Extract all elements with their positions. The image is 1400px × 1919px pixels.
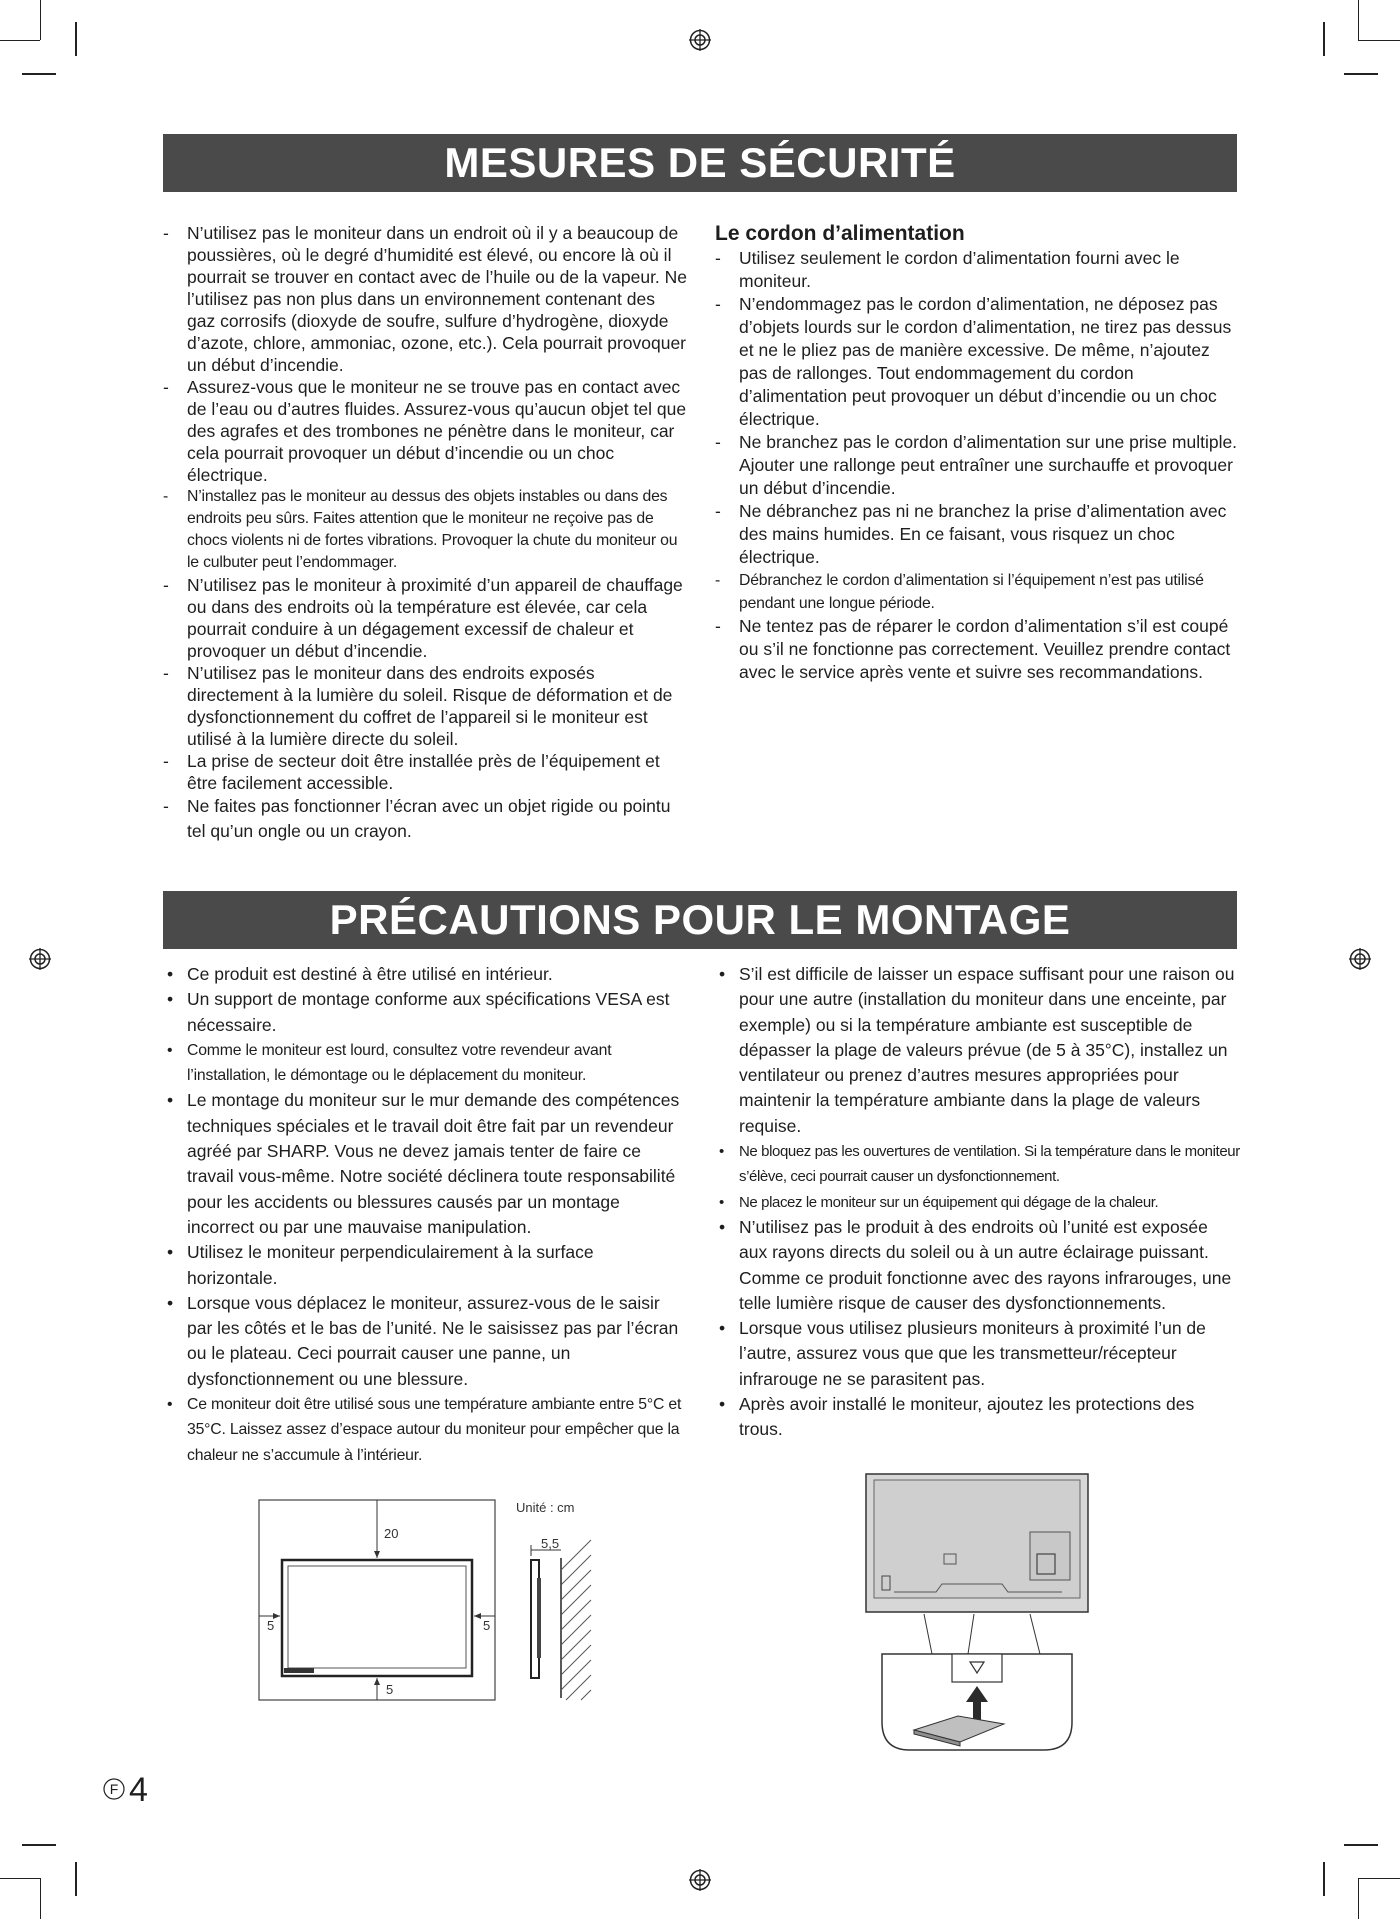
list-item: • Lorsque vous déplacez le moniteur, assurez-vous de le saisir par les côtés et le bas de l’unité. Ne le saisissez pas par l’écran ou le plateau. Ceci pourrait causer une panne, un dysfonctionnement ou une blessure. — [163, 1291, 688, 1392]
list-item: - La prise de secteur doit être installée près de l’équipement et être facilement accessible. — [163, 750, 688, 794]
list-item: • Ne placez le moniteur sur un équipement qui dégage de la chaleur. — [715, 1190, 1240, 1215]
language-mark: F — [109, 1781, 119, 1797]
list-item: - N’installez pas le moniteur au dessus des objets instables ou dans des endroits peu sûrs. Faites attention que le moniteur ne reçoive pas de chocs violents ni de fortes vibrations. Provoquer la chute du moniteur ou le culbuter peut l’endommager. — [163, 486, 688, 574]
list-item: • Lorsque vous utilisez plusieurs moniteurs à proximité l’un de l’autre, assurez vous que que les transmetteur/récepteur infrarouge ne se parasitent pas. — [715, 1316, 1240, 1392]
list-item: • N’utilisez pas le produit à des endroits où l’unité est exposée aux rayons directs du soleil ou à un autre éclairage puissant. Comme ce produit fonctionne avec des rayons infrarouges, une telle lumière risque de causer des dysfonctionnements. — [715, 1215, 1240, 1316]
gap-depth-label: 5,5 — [541, 1536, 560, 1551]
unit-label: Unité : cm — [516, 1500, 575, 1515]
crop-mark — [1358, 40, 1400, 41]
list-item: • Le montage du moniteur sur le mur demande des compétences techniques spéciales et le travail doit être fait par un revendeur agréé par SHARP. Vous ne devez jamais tenter de faire ce travail vous-même. Notre société déclinera toute responsabilité pour les accidents ou blessures causés par un montage incorrect ou par une mauvaise manipulation. — [163, 1088, 688, 1240]
list-item: - Ne tentez pas de réparer le cordon d’alimentation s’il est coupé ou s’il ne fonctionne pas correctement. Veuillez prendre contact avec le service après vente et suivre ses recommandations. — [715, 615, 1240, 684]
crop-mark — [1344, 1844, 1378, 1846]
clearance-diagram — [258, 1498, 598, 1703]
registration-mark-icon — [689, 1869, 711, 1891]
registration-mark-icon — [29, 948, 51, 970]
list-item: - Ne faites pas fonctionner l’écran avec un objet rigide ou pointu tel qu’un ongle ou un crayon. — [163, 794, 688, 844]
crop-mark — [22, 73, 56, 75]
list-item: • Ne bloquez pas les ouvertures de ventilation. Si la température dans le moniteur s’élève, ceci pourrait causer un dysfonctionnement. — [715, 1139, 1240, 1190]
crop-mark — [0, 40, 40, 41]
registration-mark-icon — [1349, 948, 1371, 970]
crop-mark — [40, 1878, 41, 1919]
mounting-right-column — [715, 962, 1240, 1443]
crop-mark — [40, 0, 41, 40]
list-item: • Après avoir installé le moniteur, ajoutez les protections des trous. — [715, 1392, 1240, 1443]
list-item: - Ne branchez pas le cordon d’alimentation sur une prise multiple. Ajouter une rallonge peut entraîner une surchauffe et provoquer un début d’incendie. — [715, 431, 1240, 500]
registration-mark-icon — [689, 29, 711, 51]
list-item: • Un support de montage conforme aux spécifications VESA est nécessaire. — [163, 987, 688, 1038]
gap-top-label: 20 — [384, 1526, 399, 1541]
crop-mark — [75, 1862, 77, 1896]
crop-mark — [1344, 73, 1378, 75]
gap-right-label: 5 — [483, 1618, 491, 1633]
crop-mark — [1323, 22, 1325, 56]
list-item: • Utilisez le moniteur perpendiculairement à la surface horizontale. — [163, 1240, 688, 1291]
list-item: • Ce moniteur doit être utilisé sous une température ambiante entre 5°C et 35°C. Laissez assez d’espace autour du moniteur pour empêcher que la chaleur ne s’accumule à l’intérieur. — [163, 1392, 688, 1468]
list-item: - N’endommagez pas le cordon d’alimentation, ne déposez pas d’objets lourds sur le cordon d’alimentation, ne tirez pas dessus et ne le pliez pas de manière excessive. De même, n’ajoutez pas de rallonges. Tout endommagement du cordon d’alimentation peut provoquer un début d’incendie ou un choc électrique. — [715, 293, 1240, 431]
crop-mark — [1358, 1878, 1359, 1919]
gap-bottom-label: 5 — [386, 1682, 394, 1697]
list-item: • Ce produit est destiné à être utilisé en intérieur. — [163, 962, 688, 987]
crop-mark — [1358, 1878, 1400, 1879]
list-item: - Débranchez le cordon d’alimentation si l’équipement n’est pas utilisé pendant une longue période. — [715, 569, 1240, 615]
list-item: - Utilisez seulement le cordon d’alimentation fourni avec le moniteur. — [715, 247, 1240, 293]
list-item: - Ne débranchez pas ni ne branchez la prise d’alimentation avec des mains humides. En ce faisant, vous risquez un choc électrique. — [715, 500, 1240, 569]
section-title-mounting: PRÉCAUTIONS POUR LE MONTAGE — [163, 891, 1237, 949]
section-title-safety: MESURES DE SÉCURITÉ — [163, 134, 1237, 192]
mounting-left-column — [163, 962, 688, 1468]
power-cord-column — [715, 221, 1240, 684]
crop-mark — [22, 1844, 56, 1846]
crop-mark — [75, 22, 77, 56]
page-number: 4 — [129, 1771, 148, 1809]
power-cord-heading: Le cordon d’alimentation — [715, 222, 965, 245]
list-item: - N’utilisez pas le moniteur dans un endroit où il y a beaucoup de poussières, où le degré d’humidité est élevé, ou encore là où il pourrait se trouver en contact avec de l’huile ou de la vapeur. Ne l’utilisez pas non plus dans un environnement contenant des gaz corrosifs (dioxyde de soufre, sulfure d’hydrogène, dioxyde d’azote, chlore, ammoniac, ozone, etc.). Cela pourrait provoquer un début d’incendie. — [163, 222, 688, 376]
crop-mark — [1358, 0, 1359, 40]
list-item: - N’utilisez pas le moniteur dans des endroits exposés directement à la lumière du soleil. Risque de déformation et de dysfonctionnement du coffret de l’appareil si le moniteur est utilisé à la lumière directe du soleil. — [163, 662, 688, 750]
list-item: - Assurez-vous que le moniteur ne se trouve pas en contact avec de l’eau ou d’autres fluides. Assurez-vous qu’aucun objet tel que des agrafes et des trombones ne pénètre dans le moniteur, car cela pourrait provoquer un début d’incendie ou un choc électrique. — [163, 376, 688, 486]
rear-view-diagram — [862, 1472, 1092, 1752]
gap-left-label: 5 — [267, 1618, 275, 1633]
list-item: - N’utilisez pas le moniteur à proximité d’un appareil de chauffage ou dans des endroits où la température est élevée, car cela pourrait conduire à un dégagement excessif de chaleur et provoquer un début d’incendie. — [163, 574, 688, 662]
list-item: • Comme le moniteur est lourd, consultez votre revendeur avant l’installation, le démontage ou le déplacement du moniteur. — [163, 1038, 688, 1089]
safety-left-column — [163, 222, 688, 844]
crop-mark — [1323, 1862, 1325, 1896]
crop-mark — [0, 1878, 40, 1879]
list-item: • S’il est difficile de laisser un espace suffisant pour une raison ou pour une autre (installation du moniteur dans une enceinte, par exemple) ou si la température ambiante est susceptible de dépasser la plage de valeurs prévue (de 5 à 35°C), installez un ventilateur ou prenez d’autres mesures appropriées pour maintenir la température ambiante dans la plage de valeurs requise. — [715, 962, 1240, 1139]
